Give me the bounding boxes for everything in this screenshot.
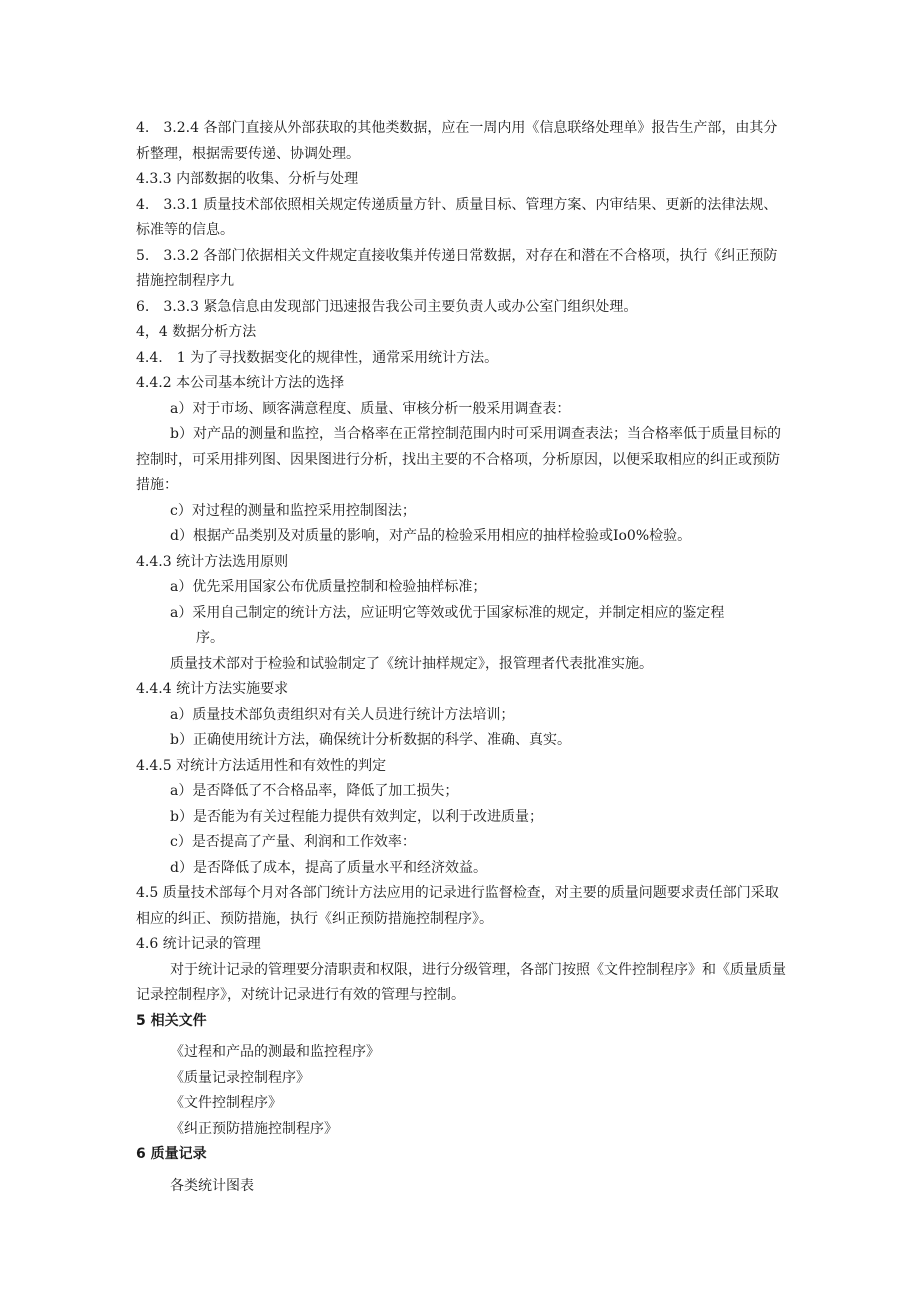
paragraph: 4.4. 1 为了寻找数据变化的规律性，通常采用统计方法。: [136, 349, 499, 366]
section-heading: 4.4.5 对统计方法适用性和有效性的判定: [136, 757, 387, 774]
list-item: c）是否提高了产量、利润和工作效率：: [170, 834, 416, 850]
paragraph: 5. 3.3.2 各部门依据相关文件规定直接收集并传递日常数据，对存在和潜在不合格项，执行《纠正预防措施控制程序九: [136, 247, 778, 289]
list-item: a）采用自己制定的统计方法，应证明它等效或优于国家标准的规定，并制定相应的鉴定程: [170, 604, 725, 621]
list-item: a）对于市场、顾客满意程度、质量、审核分析一般采用调查表：: [170, 400, 571, 417]
list-item: b）正确使用统计方法，确保统计分析数据的科学、准确、真实。: [170, 732, 571, 748]
related-document: 《文件控制程序》: [170, 1095, 282, 1111]
paragraph: 4. 3.2.4 各部门直接从外部获取的其他类数据，应在一周内用《信息联络处理单》报告生产部，由其分析整理，根据需要传递、协调处理。: [136, 120, 778, 162]
list-item: a）质量技术部负责组织对有关人员进行统计方法培训；: [170, 706, 515, 723]
paragraph: 质量技术部对于检验和试验制定了《统计抽样规定》，报管理者代表批准实施。: [170, 655, 653, 672]
paragraph: 对于统计记录的管理要分清职责和权限，进行分级管理，各部门按照《文件控制程序》和《质量质量记录控制程序》，对统计记录进行有效的管理与控制。: [136, 961, 786, 1003]
list-item: a）是否降低了不合格品率，降低了加工损失；: [170, 783, 459, 799]
paragraph: 4.5 质量技术部每个月对各部门统计方法应用的记录进行监督检查，对主要的质量问题要求责任部门采取相应的纠正、预防措施，执行《纠正预防措施控制程序》。: [136, 885, 779, 927]
list-item: d）根据产品类别及对质量的影响，对产品的检验采用相应的抽样检验或Io0%检验。: [170, 528, 692, 544]
section-5-heading: 5 相关文件: [136, 1012, 207, 1029]
list-item: b）是否能为有关过程能力提供有效判定，以利于改进质量；: [170, 808, 543, 825]
list-item: a）优先采用国家公布优质量控制和检验抽样标准；: [170, 579, 487, 595]
related-document: 《纠正预防措施控制程序》: [170, 1120, 338, 1137]
section-6-heading: 6 质量记录: [136, 1146, 207, 1162]
list-item: b）对产品的测量和监控，当合格率在正常控制范围内时可采用调查表法；当合格率低于质量目标的控制时，可采用排列图、因果图进行分析，找出主要的不合格项，分析原因，以便采取相应的纠正或预防措施：: [136, 426, 781, 493]
related-document: 《过程和产品的测最和监控程序》: [170, 1044, 380, 1060]
document-body: [136, 116, 788, 1199]
related-document: 《质量记录控制程序》: [170, 1069, 310, 1086]
list-item: c）对过程的测量和监控采用控制图法；: [170, 502, 416, 519]
list-item: d）是否降低了成本，提高了质量水平和经济效益。: [170, 859, 487, 876]
section-heading: 4.4.2 本公司基本统计方法的选择: [136, 375, 345, 391]
paragraph: 4. 3.3.1 质量技术部依照相关规定传递质量方针、质量目标、管理方案、内审结果、更新的法律法规、标准等的信息。: [136, 196, 778, 238]
section-heading: 4.3.3 内部数据的收集、分析与处理: [136, 171, 359, 187]
paragraph: 6. 3.3.3 紧急信息由发现部门迅速报告我公司主要负责人或办公室门组织处理。: [136, 298, 638, 315]
section-heading: 4.4.3 统计方法选用原则: [136, 553, 289, 570]
section-heading: 4，4 数据分析方法: [136, 324, 257, 340]
section-heading: 4.4.4 统计方法实施要求: [136, 681, 289, 697]
section-heading: 4.6 统计记录的管理: [136, 936, 261, 952]
list-item-continuation: 序。: [196, 630, 224, 646]
quality-record: 各类统计图表: [170, 1177, 254, 1194]
